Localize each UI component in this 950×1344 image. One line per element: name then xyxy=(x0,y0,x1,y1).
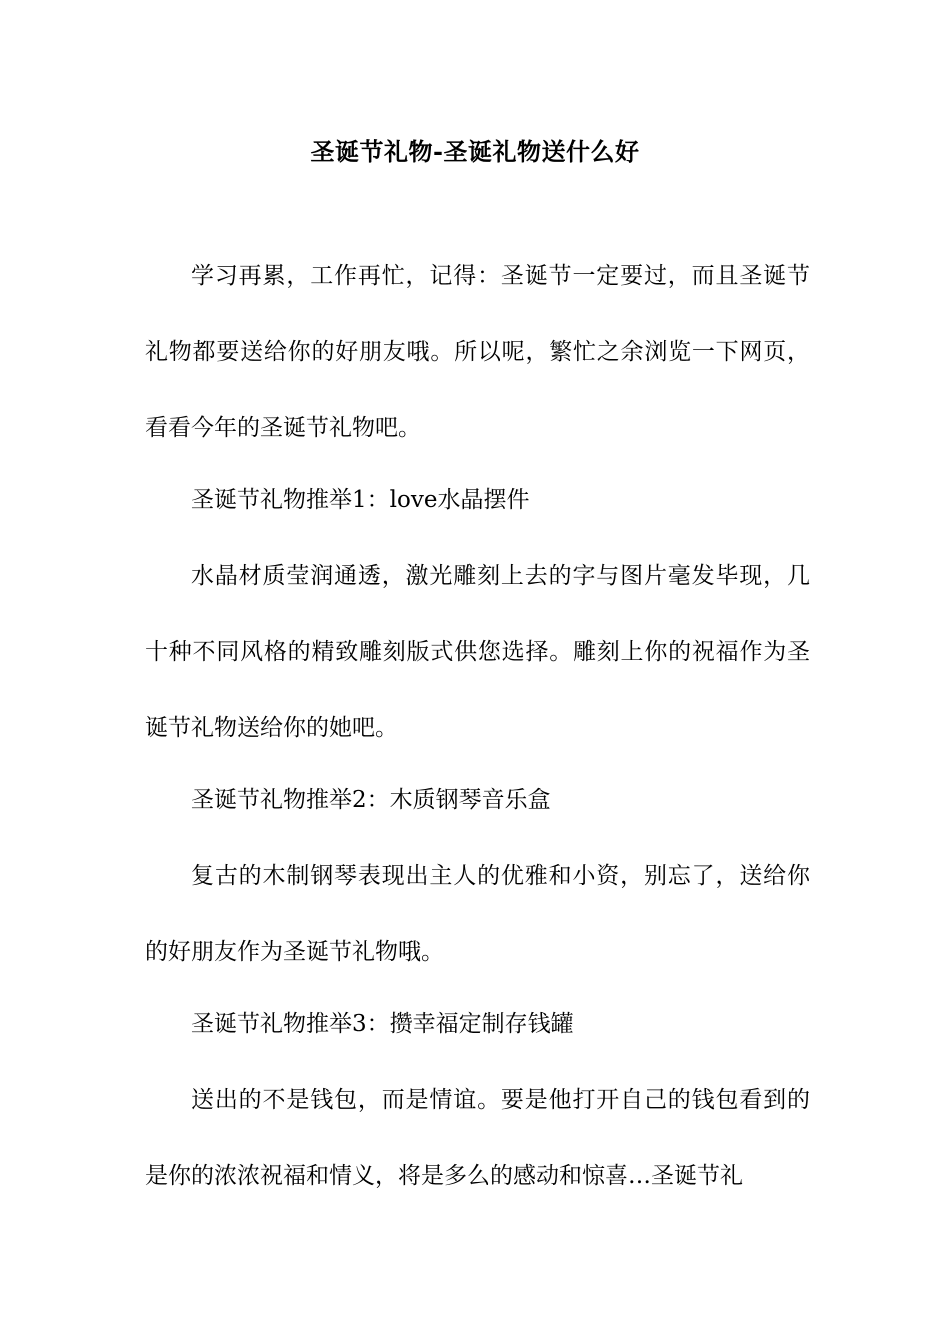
item-heading-3: 圣诞节礼物推举3：攒幸福定制存钱罐 xyxy=(191,1011,574,1037)
item-heading-1: 圣诞节礼物推举1：love水晶摆件 xyxy=(191,487,530,513)
intro-paragraph: 学习再累，工作再忙，记得：圣诞节一定要过，而且圣诞节礼物都要送给你的好朋友哦。所以呢，繁忙之余浏览一下网页，看看今年的圣诞节礼物吧。 xyxy=(145,263,810,441)
item-body-3: 送出的不是钱包，而是情谊。要是他打开自己的钱包看到的是你的浓浓祝福和情义，将是多么的感动和惊喜…圣诞节礼 xyxy=(145,1087,810,1189)
item-body-1: 水晶材质莹润通透，激光雕刻上去的字与图片毫发毕现，几十种不同风格的精致雕刻版式供您选择。雕刻上你的祝福作为圣诞节礼物送给你的她吧。 xyxy=(145,563,810,741)
page-title: 圣诞节礼物-圣诞礼物送什么好 xyxy=(310,137,640,166)
item-heading-2: 圣诞节礼物推举2：木质钢琴音乐盒 xyxy=(191,787,551,813)
item-body-2: 复古的木制钢琴表现出主人的优雅和小资，别忘了，送给你的好朋友作为圣诞节礼物哦。 xyxy=(145,863,810,965)
